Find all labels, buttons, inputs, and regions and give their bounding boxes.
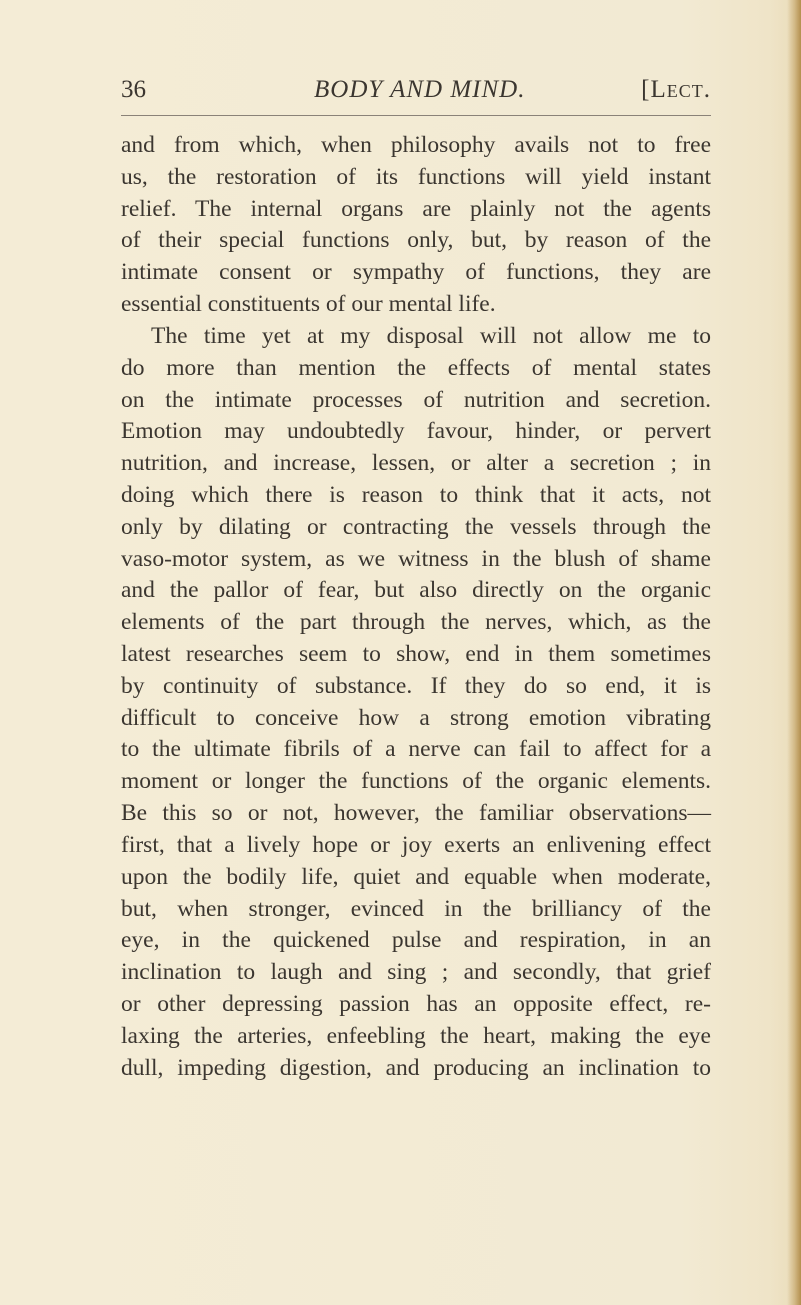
- page-number: 36: [121, 76, 146, 103]
- text-line: but, when stronger, evinced in the brilliancy of the: [121, 895, 711, 922]
- text-line: do more than mention the effects of mental states: [121, 354, 711, 381]
- header-rule: [121, 115, 711, 116]
- section-mark-bracket: [: [641, 76, 651, 103]
- text-line: upon the bodily life, quiet and equable when moderate,: [121, 863, 711, 890]
- section-mark: [641, 70, 711, 110]
- text-line: or other depressing passion has an opposite effect, re-: [121, 990, 711, 1017]
- text-line: us, the restoration of its functions will yield instant: [121, 163, 711, 190]
- text-line: moment or longer the functions of the organic elements.: [121, 768, 711, 795]
- text-line: latest researches seem to show, end in them sometimes: [121, 641, 711, 667]
- running-head: [121, 70, 711, 110]
- text-line: Emotion may undoubtedly favour, hinder, or pervert: [121, 418, 711, 445]
- text-line: and the pallor of fear, but also directly on the organic: [121, 577, 711, 604]
- text-line: nutrition, and increase, lessen, or alter a secretion ; in: [121, 450, 711, 477]
- text-line: vaso-motor system, as we witness in the blush of shame: [121, 545, 711, 572]
- text-line: eye, in the quickened pulse and respiration, in an: [121, 927, 711, 954]
- text-line: first, that a lively hope or joy exerts an enlivening effect: [121, 831, 711, 858]
- paragraph-first-line: The time yet at my disposal will not allow me to: [151, 322, 711, 349]
- text-line: elements of the part through the nerves, which, as the: [121, 609, 711, 636]
- text-line: only by dilating or contracting the vessels through the: [121, 513, 711, 540]
- text-line: inclination to laugh and sing ; and secondly, that grief: [121, 959, 711, 986]
- text-line: dull, impeding digestion, and producing an inclination to: [121, 1054, 711, 1081]
- page-edge-shadow: [787, 0, 801, 1305]
- text-line: relief. The internal organs are plainly not the agents: [121, 195, 711, 222]
- text-line: intimate consent or sympathy of functions, they are: [121, 259, 711, 286]
- text-line: essential constituents of our mental life.: [121, 291, 496, 318]
- text-line: Be this so or not, however, the familiar observations—: [121, 800, 711, 827]
- text-line: to the ultimate fibrils of a nerve can fail to affect for a: [121, 736, 711, 763]
- text-line: on the intimate processes of nutrition and secretion.: [121, 386, 711, 413]
- text-line: of their special functions only, but, by reason of the: [121, 227, 711, 254]
- text-line: difficult to conceive how a strong emotion vibrating: [121, 704, 711, 731]
- text-line: laxing the arteries, enfeebling the heart, making the eye: [121, 1022, 711, 1049]
- text-line: by continuity of substance. If they do so end, it is: [121, 672, 711, 699]
- text-line: doing which there is reason to think that it acts, not: [121, 481, 711, 508]
- text-line: and from which, when philosophy avails not to free: [121, 132, 711, 158]
- body-text: [121, 130, 711, 1084]
- section-mark-text: Lect.: [650, 76, 711, 103]
- running-title: BODY AND MIND.: [314, 76, 526, 103]
